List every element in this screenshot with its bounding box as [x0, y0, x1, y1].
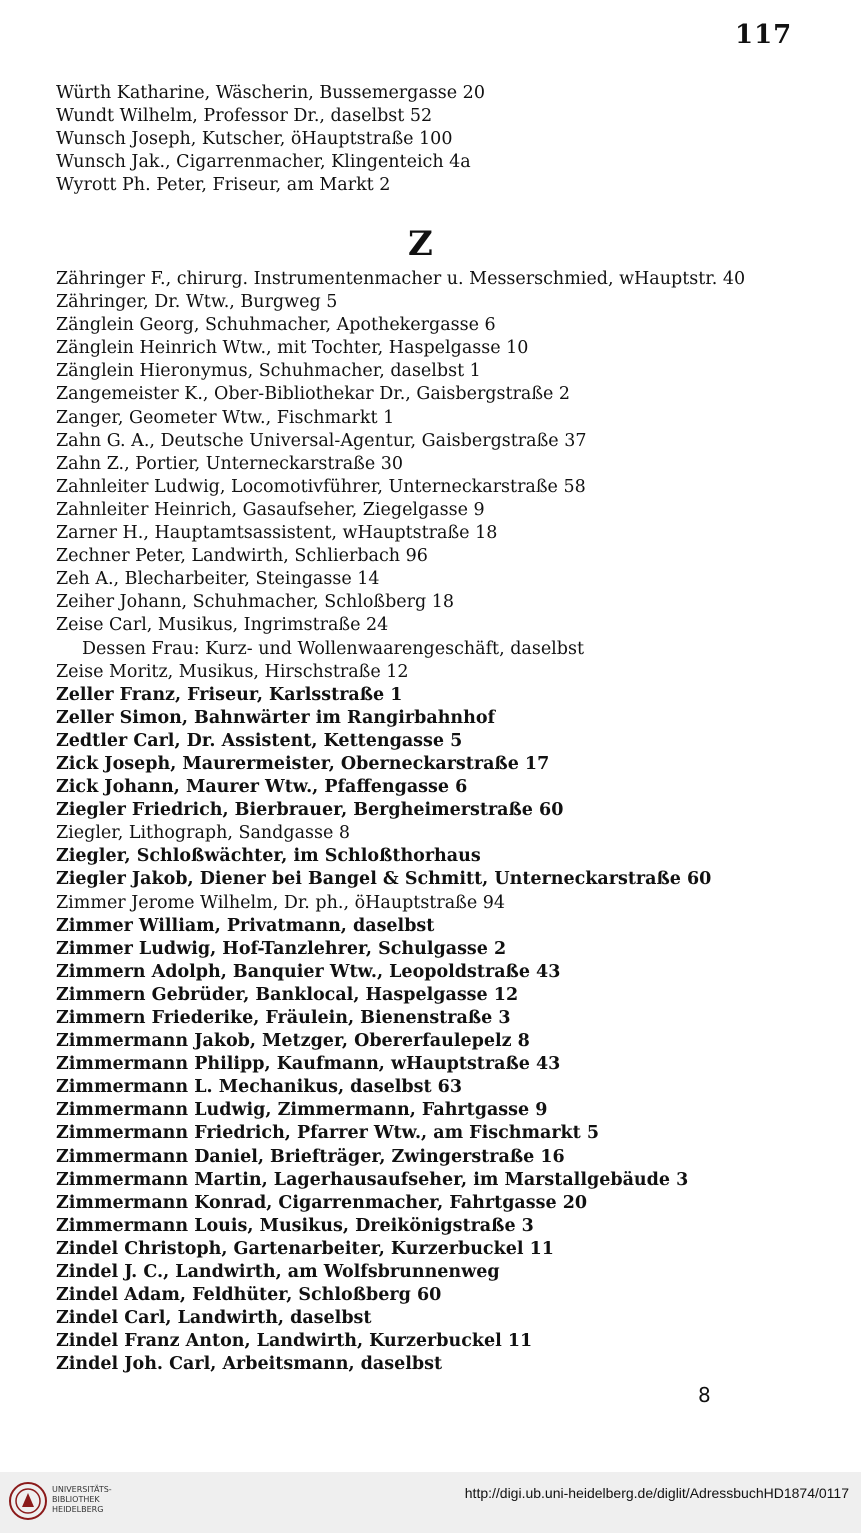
directory-entry: Ziegler, Schloßwächter, im Schloßthorhaus — [56, 846, 481, 867]
directory-entry: Würth Katharine, Wäscherin, Bussemergasse 20 — [56, 83, 485, 103]
directory-entry: Zeise Moritz, Musikus, Hirschstraße 12 — [56, 661, 409, 682]
directory-entry: Ziegler, Lithograph, Sandgasse 8 — [56, 823, 351, 844]
directory-entry: Zänglein Heinrich Wtw., mit Tochter, Haspelgasse 10 — [56, 338, 529, 359]
directory-entry: Zindel Joh. Carl, Arbeitsmann, daselbst — [56, 1354, 443, 1375]
directory-entry: Zindel Franz Anton, Landwirth, Kurzerbuckel 11 — [56, 1331, 533, 1352]
directory-entry: Zimmermann L. Mechanikus, daselbst 63 — [56, 1077, 463, 1098]
entry-list-w — [56, 82, 836, 197]
directory-entry: Zimmermann Jakob, Metzger, Obererfaulepelz 8 — [56, 1031, 530, 1052]
sheet-signature: 8 — [698, 1383, 711, 1407]
directory-entry: Zimmern Gebrüder, Banklocal, Haspelgasse 12 — [56, 984, 519, 1005]
directory-entry: Zindel Carl, Landwirth, daselbst — [56, 1308, 372, 1329]
directory-entry: Zedtler Carl, Dr. Assistent, Kettengasse 5 — [56, 730, 463, 751]
directory-entry: Zechner Peter, Landwirth, Schlierbach 96 — [56, 546, 428, 567]
directory-entry: Zangemeister K., Ober-Bibliothekar Dr., Gaisbergstraße 2 — [56, 384, 571, 405]
directory-entry: Zimmer William, Privatmann, daselbst — [56, 915, 435, 936]
directory-entry: Zähringer, Dr. Wtw., Burgweg 5 — [56, 292, 338, 313]
directory-entry: Zimmermann Louis, Musikus, Dreikönigstraße 3 — [56, 1215, 534, 1236]
directory-entry: Zeiher Johann, Schuhmacher, Schloßberg 18 — [56, 592, 455, 613]
directory-entry: Zimmer Ludwig, Hof-Tanzlehrer, Schulgasse 2 — [56, 938, 507, 959]
section-letter: Z — [408, 224, 433, 264]
source-url-link[interactable]: http://digi.ub.uni-heidelberg.de/diglit/AdressbuchHD1874/0117 — [464, 1485, 849, 1501]
directory-entry: Zimmermann Ludwig, Zimmermann, Fahrtgasse 9 — [56, 1100, 548, 1121]
directory-entry: Zimmer Jerome Wilhelm, Dr. ph., öHauptstraße 94 — [56, 892, 506, 913]
directory-entry: Ziegler Jakob, Diener bei Bangel & Schmitt, Unterneckarstraße 60 — [56, 869, 712, 890]
directory-entry: Zanger, Geometer Wtw., Fischmarkt 1 — [56, 407, 395, 428]
directory-entry: Zeller Franz, Friseur, Karlsstraße 1 — [56, 684, 403, 705]
directory-entry: Zindel J. C., Landwirth, am Wolfsbrunnenweg — [56, 1262, 500, 1283]
directory-entry: Zahnleiter Heinrich, Gasaufseher, Ziegelgasse 9 — [56, 499, 485, 520]
directory-entry: Zeise Carl, Musikus, Ingrimstraße 24 — [56, 615, 389, 636]
directory-entry: Zindel Christoph, Gartenarbeiter, Kurzerbuckel 11 — [56, 1238, 554, 1259]
directory-entry: Zimmermann Friedrich, Pfarrer Wtw., am Fischmarkt 5 — [56, 1123, 600, 1144]
directory-entry: Zänglein Georg, Schuhmacher, Apothekergasse 6 — [56, 315, 496, 336]
library-logo-text — [52, 1485, 112, 1515]
directory-entry: Zahn G. A., Deutsche Universal-Agentur, Gaisbergstraße 37 — [56, 430, 587, 451]
directory-entry: Zähringer F., chirurg. Instrumentenmacher u. Messerschmied, wHauptstr. 40 — [56, 269, 746, 289]
directory-entry: Ziegler Friedrich, Bierbrauer, Bergheimerstraße 60 — [56, 800, 564, 821]
entry-list-z — [56, 268, 836, 1377]
directory-entry: Zick Johann, Maurer Wtw., Pfaffengasse 6 — [56, 777, 468, 798]
page-number: 117 — [735, 20, 793, 50]
directory-entry: Zimmern Adolph, Banquier Wtw., Leopoldstraße 43 — [56, 961, 561, 982]
directory-entry: Wundt Wilhelm, Professor Dr., daselbst 52 — [56, 106, 433, 127]
directory-entry: Zahn Z., Portier, Unterneckarstraße 30 — [56, 453, 404, 474]
directory-entry: Zänglein Hieronymus, Schuhmacher, daselbst 1 — [56, 361, 481, 382]
directory-entry: Wunsch Joseph, Kutscher, öHauptstraße 100 — [56, 129, 453, 150]
directory-entry: Dessen Frau: Kurz- und Wollenwaarengeschäft, daselbst — [82, 638, 584, 659]
directory-entry: Wunsch Jak., Cigarrenmacher, Klingenteich 4a — [56, 152, 471, 173]
directory-entry: Zindel Adam, Feldhüter, Schloßberg 60 — [56, 1285, 442, 1306]
directory-entry: Zick Joseph, Maurermeister, Oberneckarstraße 17 — [56, 753, 550, 774]
directory-entry: Zimmermann Martin, Lagerhausaufseher, im Marstallgebäude 3 — [56, 1169, 689, 1190]
directory-entry: Zeller Simon, Bahnwärter im Rangirbahnhof — [56, 707, 496, 728]
directory-entry: Zahnleiter Ludwig, Locomotivführer, Unterneckarstraße 58 — [56, 476, 586, 497]
logo-line: BIBLIOTHEK — [52, 1495, 100, 1504]
logo-line: UNIVERSITÄTS- — [52, 1485, 112, 1494]
logo-line: HEIDELBERG — [52, 1505, 104, 1514]
directory-entry: Wyrott Ph. Peter, Friseur, am Markt 2 — [56, 175, 391, 196]
directory-entry: Zeh A., Blecharbeiter, Steingasse 14 — [56, 569, 380, 590]
directory-entry: Zimmermann Philipp, Kaufmann, wHauptstraße 43 — [56, 1054, 561, 1075]
directory-entry: Zimmermann Daniel, Briefträger, Zwingerstraße 16 — [56, 1146, 565, 1167]
directory-entry: Zimmermann Konrad, Cigarrenmacher, Fahrtgasse 20 — [56, 1192, 588, 1213]
directory-entry: Zimmern Friederike, Fräulein, Bienenstraße 3 — [56, 1008, 511, 1028]
university-seal-icon — [8, 1481, 48, 1521]
directory-entry: Zarner H., Hauptamtsassistent, wHauptstraße 18 — [56, 523, 498, 544]
footer-bar — [0, 1472, 861, 1533]
